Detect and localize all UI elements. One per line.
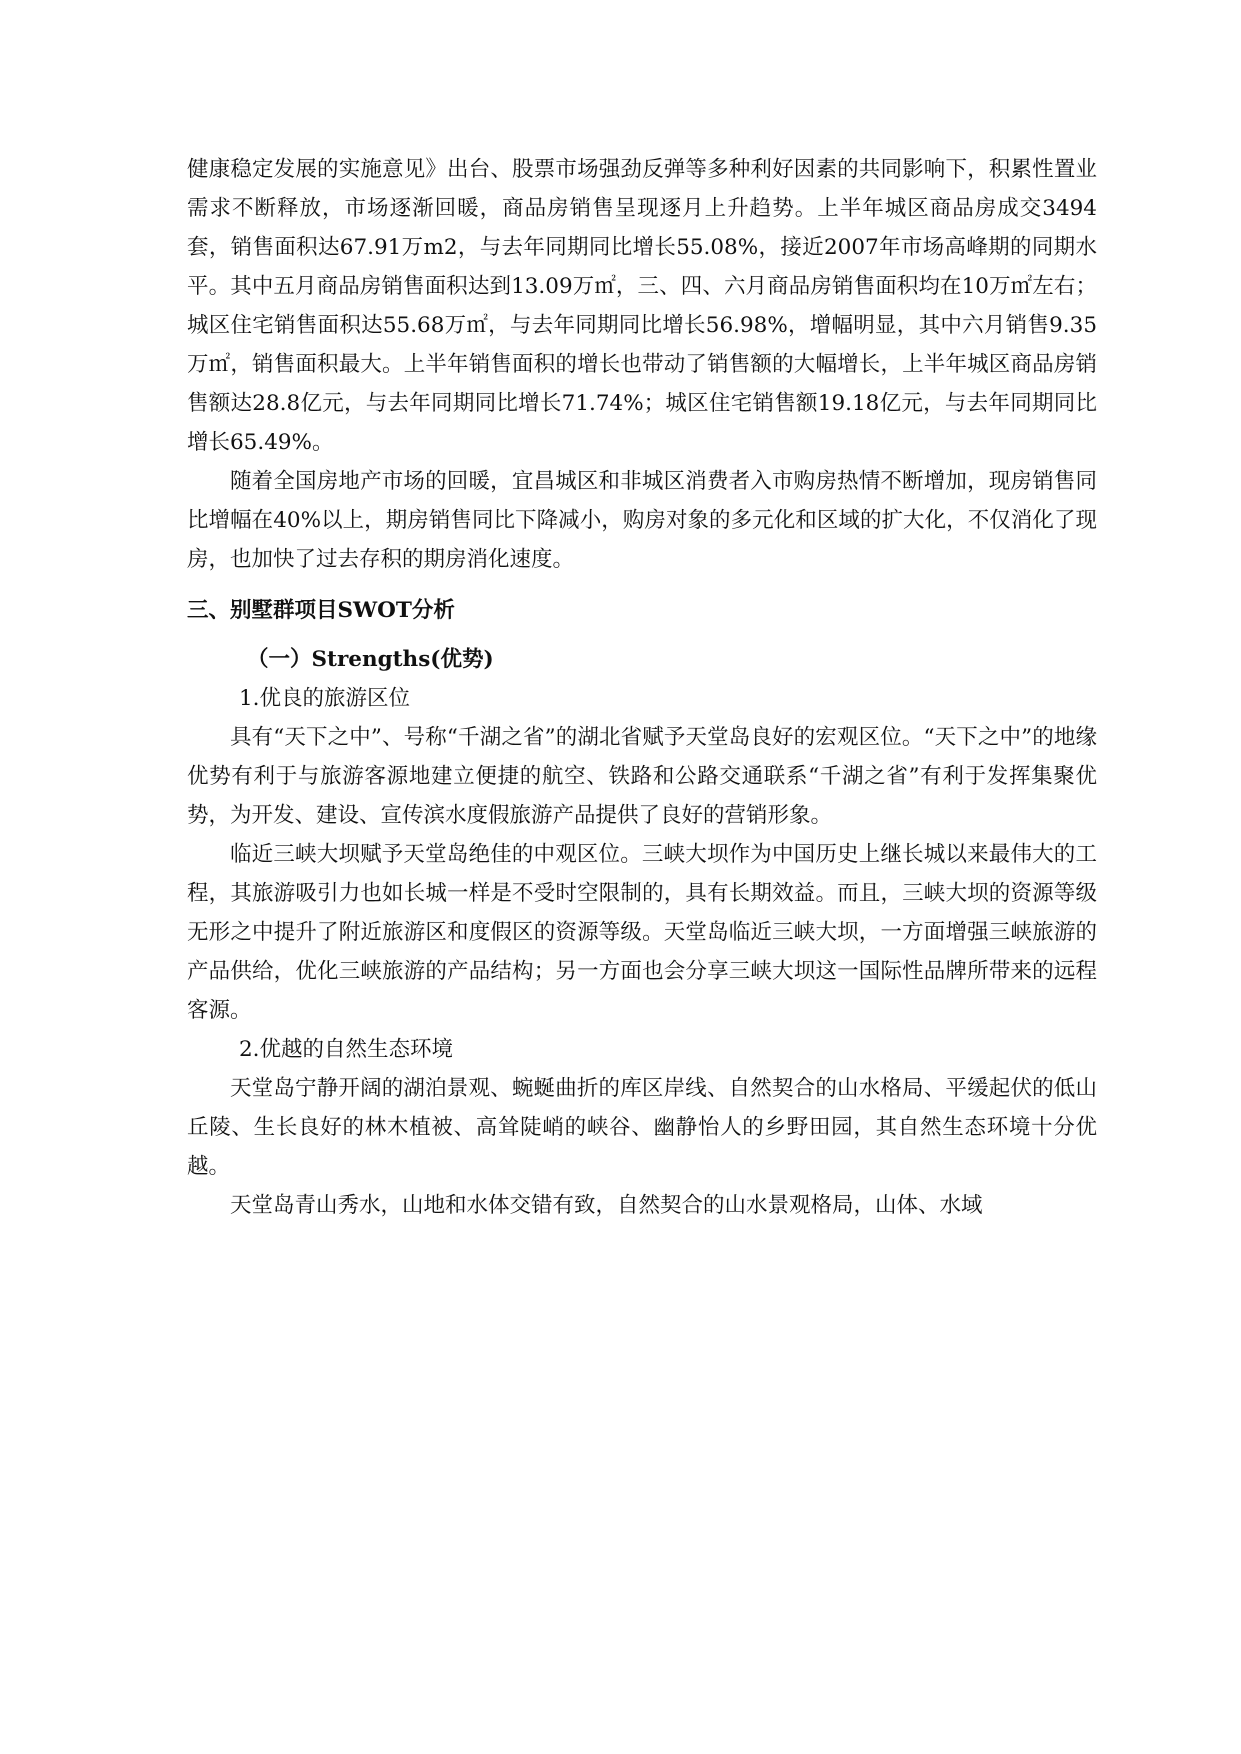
body-paragraph: 天堂岛青山秀水，山地和水体交错有致，自然契合的山水景观格局，山体、水域 [230, 1193, 983, 1218]
body-paragraph: 天堂岛宁静开阔的湖泊景观、蜿蜒曲折的库区岸线、自然契合的山水格局、平缓起伏的低山丘陵、生长良好的林木植被、高耸陡峭的峡谷、幽静怡人的乡野田园，其自然生态环境十分优越。 [187, 1076, 1097, 1179]
document-body [187, 150, 1097, 1225]
body-paragraph: 随着全国房地产市场的回暖，宜昌城区和非城区消费者入市购房热情不断增加，现房销售同比增幅在40%以上，期房销售同比下降减小，购房对象的多元化和区域的扩大化，不仅消化了现房，也加快了过去存积的期房消化速度。 [187, 469, 1097, 572]
subsection-heading: （一）Strengths(优势) [247, 647, 494, 672]
item-heading: 1.优良的旅游区位 [239, 686, 411, 711]
body-paragraph: 健康稳定发展的实施意见》出台、股票市场强劲反弹等多种利好因素的共同影响下，积累性置业需求不断释放，市场逐渐回暖，商品房销售呈现逐月上升趋势。上半年城区商品房成交3494套，销售面积达67.91万m2，与去年同期同比增长55.08%，接近2007年市场高峰期的同期水平。其中五月商品房销售面积达到13.09万㎡，三、四、六月商品房销售面积均在10万㎡左右；城区住宅销售面积达55.68万㎡，与去年同期同比增长56.98%，增幅明显，其中六月销售9.35万㎡，销售面积最大。上半年销售面积的增长也带动了销售额的大幅增长，上半年城区商品房销售额达28.8亿元，与去年同期同比增长71.74%；城区住宅销售额19.18亿元，与去年同期同比增长65.49%。 [187, 157, 1097, 455]
body-paragraph: 临近三峡大坝赋予天堂岛绝佳的中观区位。三峡大坝作为中国历史上继长城以来最伟大的工程，其旅游吸引力也如长城一样是不受时空限制的，具有长期效益。而且，三峡大坝的资源等级无形之中提升了附近旅游区和度假区的资源等级。天堂岛临近三峡大坝，一方面增强三峡旅游的产品供给，优化三峡旅游的产品结构；另一方面也会分享三峡大坝这一国际性品牌所带来的远程客源。 [187, 842, 1097, 1023]
section-heading: 三、别墅群项目SWOT分析 [187, 598, 455, 623]
body-paragraph: 具有“天下之中”、号称“千湖之省”的湖北省赋予天堂岛良好的宏观区位。“天下之中”的地缘优势有利于与旅游客源地建立便捷的航空、铁路和公路交通联系“千湖之省”有利于发挥集聚优势，为开发、建设、宣传滨水度假旅游产品提供了良好的营销形象。 [187, 725, 1097, 828]
item-heading: 2.优越的自然生态环境 [239, 1037, 454, 1062]
